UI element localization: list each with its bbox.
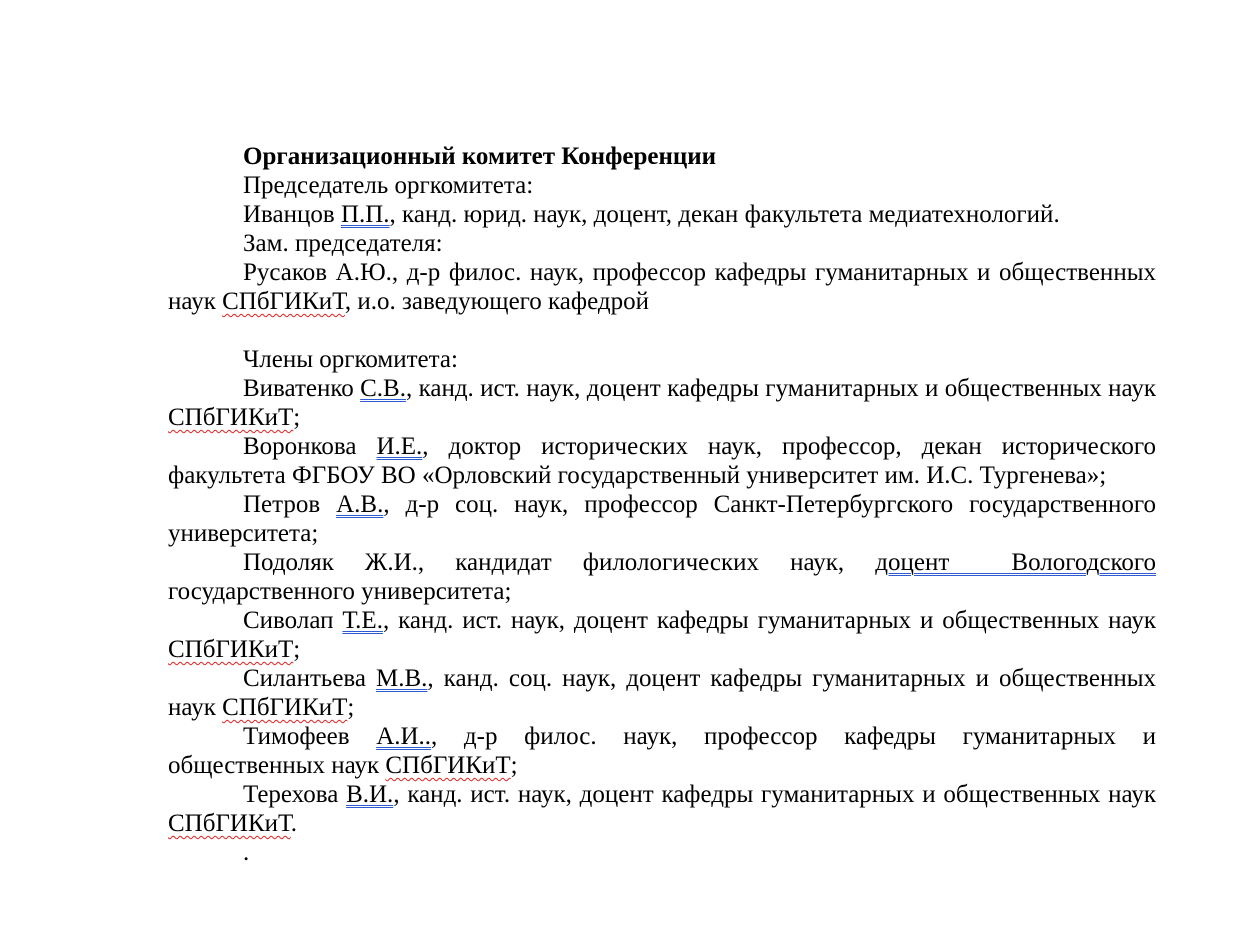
grammar-marked-initials: С.В.: [360, 375, 406, 402]
grammar-marked-initials: М.В.: [376, 665, 428, 692]
grammar-marked-initials: Т.Е.: [342, 607, 383, 634]
members-heading: Члены оргкомитета:: [243, 346, 458, 373]
person-name: Терехова: [243, 781, 339, 808]
person-details-end: , и.о. заведующего кафедрой: [344, 288, 649, 315]
document-page: [168, 142, 1156, 867]
entry-end: ;: [347, 694, 355, 721]
person-details: , доктор исторических наук, профессор, декан исторического факультета ФГБОУ ВО «Орловский государственный университет им. И.С. Тургенева»;: [168, 433, 1156, 489]
person-name: Воронкова: [243, 433, 357, 460]
member-entry: [168, 374, 1156, 432]
person-details-end: государственного университета;: [168, 578, 512, 605]
person-name: Иванцов: [243, 201, 335, 228]
person-details: , канд. ист. наук, доцент кафедры гуманитарных и общественных наук: [393, 781, 1157, 808]
spell-marked-org: СПбГИКиТ: [168, 404, 294, 431]
grammar-marked-initials: В.И.: [346, 781, 394, 808]
person-details: Подоляк Ж.И., кандидат филологических наук,: [243, 549, 845, 576]
chair-entry: [168, 200, 1156, 229]
person-name: Тимофеев: [243, 723, 350, 750]
person-details: , д-р соц. наук, профессор Санкт-Петербургского государственного университета;: [168, 491, 1156, 547]
document-title: Организационный комитет Конференции: [243, 143, 717, 170]
member-entry: [168, 722, 1156, 780]
entry-end: ;: [510, 752, 518, 779]
grammar-marked-initials: И.Е.: [376, 433, 423, 460]
vice-heading: Зам. председателя:: [243, 230, 443, 257]
person-details: , канд. ист. наук, доцент кафедры гуманитарных и общественных наук: [382, 607, 1157, 634]
blank-line: [168, 316, 1156, 345]
spell-marked-org: СПбГИКиТ: [168, 636, 294, 663]
member-entry: [168, 780, 1156, 838]
vice-entry: [168, 258, 1156, 316]
person-details: , д-р филос. наук, профессор кафедры гуманитарных и общественных наук: [168, 723, 1157, 779]
person-name: Сиволап: [243, 607, 334, 634]
entry-end: .: [290, 810, 298, 837]
grammar-marked-initials: П.П.: [340, 201, 390, 228]
person-name: Петров: [243, 491, 321, 518]
member-entry: [168, 664, 1156, 722]
member-entry: [168, 606, 1156, 664]
person-details: , канд. соц. наук, доцент кафедры гуманитарных и общественных наук: [168, 665, 1156, 721]
member-entry: [168, 548, 1156, 606]
grammar-marked-initials: А.В.: [336, 491, 384, 518]
person-details: Русаков А.Ю., д-р филос. наук, профессор кафедры гуманитарных и общественных наук: [168, 259, 1156, 315]
chair-heading: Председатель оргкомитета:: [243, 172, 534, 199]
person-name: Виватенко: [243, 375, 354, 402]
person-details: , канд. юрид. наук, доцент, декан факультета медиатехнологий.: [389, 201, 1060, 228]
entry-end: ;: [293, 636, 301, 663]
member-entry: [168, 432, 1156, 490]
member-entry: [168, 490, 1156, 548]
person-details: , канд. ист. наук, доцент кафедры гуманитарных и общественных наук: [405, 375, 1157, 402]
person-name: Силантьева: [243, 665, 366, 692]
entry-end: ;: [293, 404, 301, 431]
spell-marked-org: СПбГИКиТ: [385, 752, 511, 779]
grammar-marked-initials: А.И..: [376, 723, 432, 750]
grammar-marked-phrase: доцент Вологодского: [875, 549, 1156, 576]
trailing-dot: .: [243, 839, 250, 866]
spell-marked-org: СПбГИКиТ: [168, 810, 291, 837]
spell-marked-org: СПбГИКиТ: [222, 288, 345, 315]
spell-marked-org: СПбГИКиТ: [222, 694, 348, 721]
